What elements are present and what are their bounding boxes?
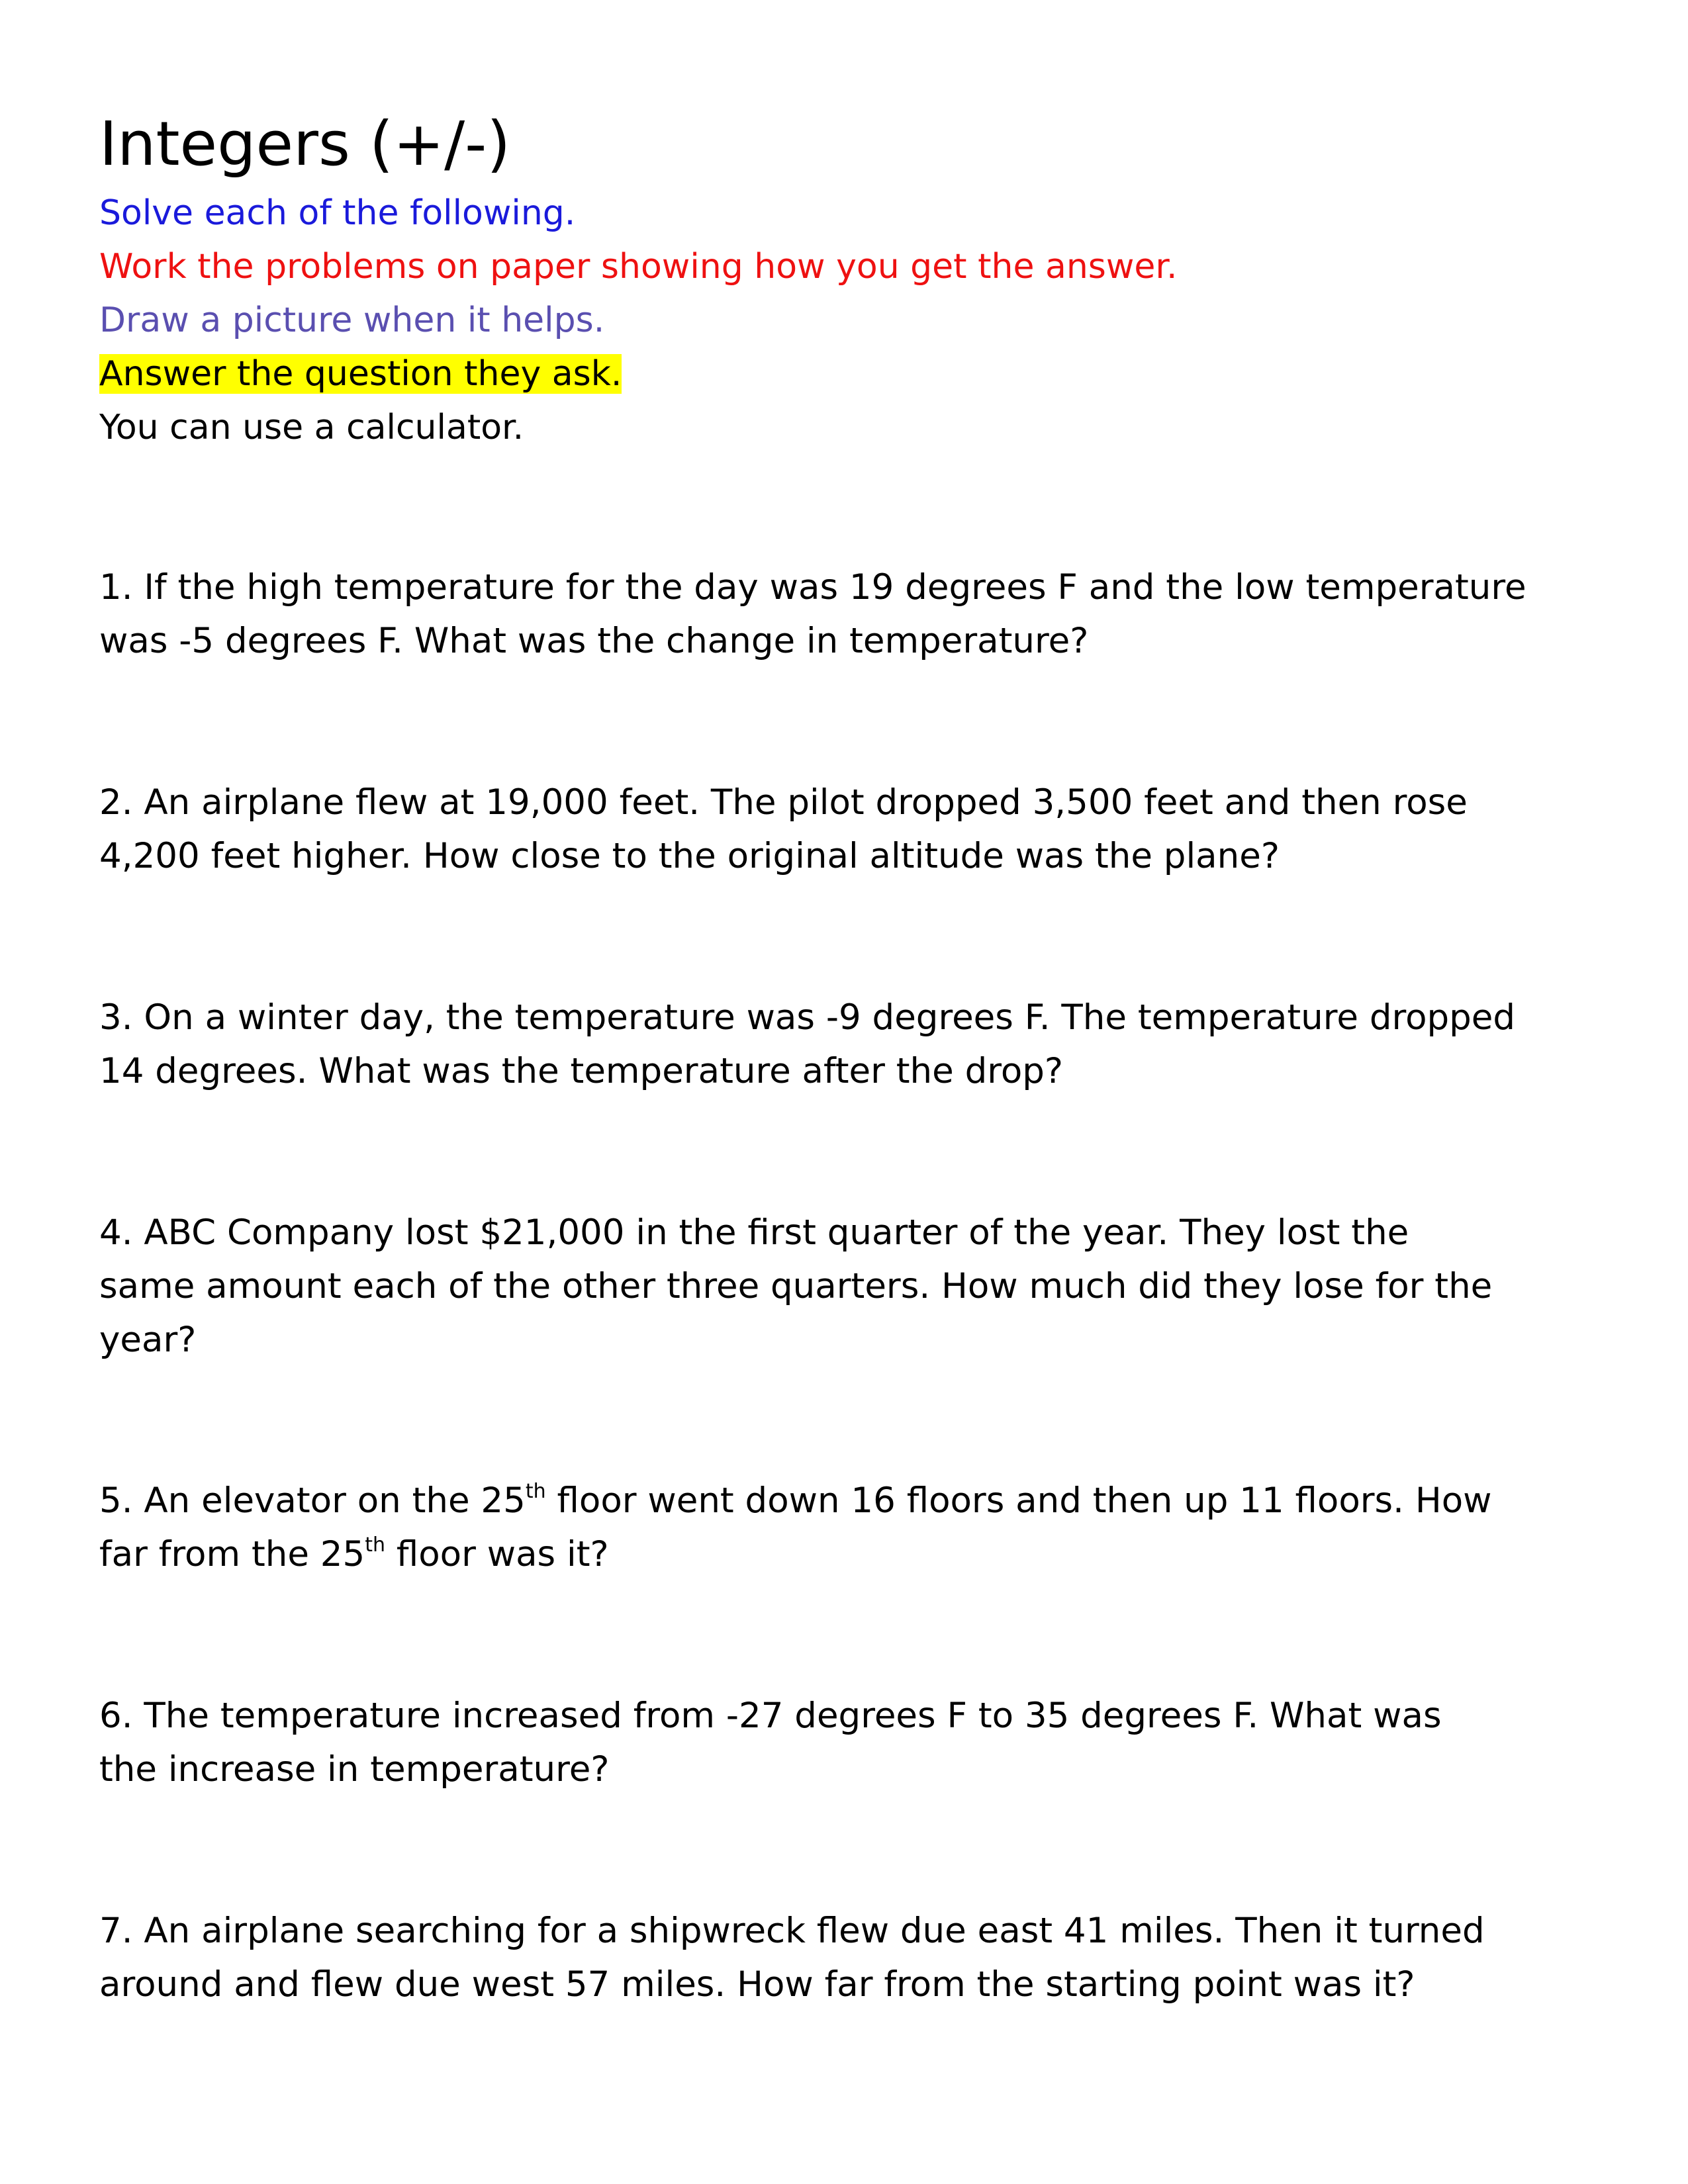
problem-line: same amount each of the other three quarters. How much did they lose for the: [99, 1266, 1493, 1306]
problem-line: 1. If the high temperature for the day was 19 degrees F and the low temperature: [99, 567, 1526, 608]
ordinal-suffix: th: [365, 1533, 386, 1557]
problem-line: 4. ABC Company lost $21,000 in the first quarter of the year. They lost the: [99, 1212, 1409, 1253]
problem-line: around and flew due west 57 miles. How far from the starting point was it?: [99, 1964, 1415, 2005]
instruction-draw-picture: Draw a picture when it helps.: [99, 300, 605, 340]
instruction-calculator: You can use a calculator.: [99, 408, 524, 447]
ordinal-suffix: th: [525, 1480, 546, 1503]
problem-line: year?: [99, 1320, 197, 1360]
problem-line: [99, 1527, 1589, 1581]
problem-6: [99, 1689, 1589, 1796]
instruction-answer-question: [99, 349, 622, 399]
page-title: Integers (+/-): [99, 109, 511, 179]
problem-line: was -5 degrees F. What was the change in temperature?: [99, 621, 1089, 661]
problem-line: 14 degrees. What was the temperature after the drop?: [99, 1051, 1064, 1091]
problem-5: [99, 1474, 1589, 1581]
problem-text: floor was it?: [385, 1534, 609, 1574]
problem-line: 4,200 feet higher. How close to the original altitude was the plane?: [99, 836, 1280, 876]
instruction-solve: Solve each of the following.: [99, 193, 576, 233]
instruction-work-on-paper: Work the problems on paper showing how you get the answer.: [99, 247, 1178, 287]
problem-line: 6. The temperature increased from -27 degrees F to 35 degrees F. What was: [99, 1696, 1442, 1736]
problem-line: 2. An airplane flew at 19,000 feet. The pilot dropped 3,500 feet and then rose: [99, 782, 1468, 823]
problem-1: [99, 561, 1589, 668]
problem-2: [99, 776, 1589, 883]
problem-line: 3. On a winter day, the temperature was -9 degrees F. The temperature dropped: [99, 997, 1516, 1038]
problem-text: floor went down 16 floors and then up 11 floors. How: [545, 1480, 1492, 1521]
problem-3: [99, 991, 1589, 1098]
problem-line: [99, 1474, 1589, 1527]
problem-line: 7. An airplane searching for a shipwreck flew due east 41 miles. Then it turned: [99, 1911, 1485, 1951]
problem-7: [99, 1904, 1589, 2011]
highlighted-text: Answer the question they ask.: [99, 354, 622, 394]
problem-text: far from the 25: [99, 1534, 365, 1574]
problem-line: the increase in temperature?: [99, 1749, 610, 1790]
problem-text: 5. An elevator on the 25: [99, 1480, 526, 1521]
problem-4: [99, 1206, 1589, 1367]
